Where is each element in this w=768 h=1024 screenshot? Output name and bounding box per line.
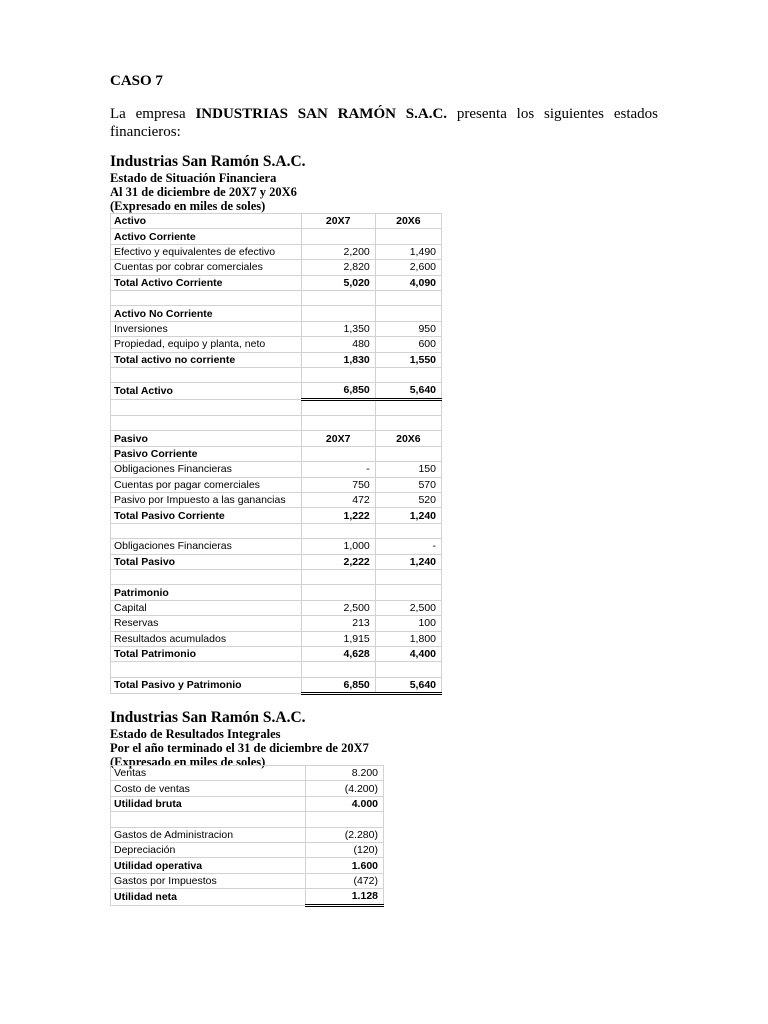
row-label: Utilidad operativa — [111, 858, 306, 873]
value-20x6: 4,090 — [375, 275, 441, 290]
balance-sheet-row — [111, 367, 442, 382]
value-20x7: 213 — [301, 616, 375, 631]
row-label — [111, 812, 306, 827]
row-label: Total Activo Corriente — [111, 275, 302, 290]
row-label: Cuentas por cobrar comerciales — [111, 260, 302, 275]
value-20x7: 1.128 — [305, 889, 383, 905]
value-20x6: 20X6 — [375, 431, 441, 446]
value-20x7: 4,628 — [301, 646, 375, 661]
row-label: Obligaciones Financieras — [111, 539, 302, 554]
income-statement-row — [111, 858, 384, 873]
value-20x6 — [375, 569, 441, 584]
value-20x7 — [301, 585, 375, 600]
value-20x6: 5,640 — [375, 677, 441, 693]
income-statement-table — [110, 765, 384, 907]
row-label: Patrimonio — [111, 585, 302, 600]
case-title: CASO 7 — [110, 73, 163, 89]
value-20x7 — [305, 812, 383, 827]
value-20x6: 1,240 — [375, 554, 441, 569]
value-20x7: 480 — [301, 337, 375, 352]
row-label: Total Pasivo y Patrimonio — [111, 677, 302, 693]
value-20x6: 520 — [375, 493, 441, 508]
value-20x7: 4.000 — [305, 796, 383, 811]
value-20x7: (472) — [305, 873, 383, 888]
value-20x7: 1,000 — [301, 539, 375, 554]
balance-sheet-row — [111, 600, 442, 615]
row-label: Utilidad neta — [111, 889, 306, 905]
balance-sheet-row — [111, 477, 442, 492]
value-20x6: 2,500 — [375, 600, 441, 615]
value-20x6: 100 — [375, 616, 441, 631]
value-20x7 — [301, 306, 375, 321]
balance-sheet-heading — [110, 153, 306, 213]
row-label: Ventas — [111, 766, 306, 781]
row-label: Total Patrimonio — [111, 646, 302, 661]
balance-sheet-row — [111, 431, 442, 446]
row-label — [111, 662, 302, 677]
value-20x6: 950 — [375, 321, 441, 336]
balance-sheet-row — [111, 662, 442, 677]
income-statement-row — [111, 781, 384, 796]
value-20x7: 2,820 — [301, 260, 375, 275]
income-statement-row — [111, 796, 384, 811]
is-units: (Expresado en miles de soles) — [110, 755, 266, 769]
value-20x6: 1,240 — [375, 508, 441, 523]
row-label: Utilidad bruta — [111, 796, 306, 811]
value-20x7: - — [301, 462, 375, 477]
value-20x6 — [375, 585, 441, 600]
value-20x6: 20X6 — [375, 214, 441, 229]
value-20x6: 1,550 — [375, 352, 441, 367]
balance-sheet-table — [110, 213, 442, 695]
value-20x7 — [301, 569, 375, 584]
row-label: Depreciación — [111, 842, 306, 857]
value-20x6 — [375, 367, 441, 382]
row-label: Total Activo — [111, 383, 302, 399]
row-label: Gastos de Administracion — [111, 827, 306, 842]
value-20x7: 5,020 — [301, 275, 375, 290]
balance-sheet-row — [111, 260, 442, 275]
bs-company: Industrias San Ramón S.A.C. — [110, 153, 306, 170]
row-label: Total Pasivo — [111, 554, 302, 569]
row-label: Propiedad, equipo y planta, neto — [111, 337, 302, 352]
income-statement-row — [111, 827, 384, 842]
value-20x7 — [301, 523, 375, 538]
intro-suffix: presenta los siguientes estados financieros: — [110, 106, 658, 140]
value-20x7: 2,500 — [301, 600, 375, 615]
balance-sheet-row — [111, 416, 442, 431]
value-20x7: 6,850 — [301, 677, 375, 693]
row-label: Capital — [111, 600, 302, 615]
value-20x6 — [375, 290, 441, 305]
value-20x6 — [375, 229, 441, 244]
value-20x6 — [375, 446, 441, 461]
balance-sheet-row — [111, 508, 442, 523]
value-20x7: (4.200) — [305, 781, 383, 796]
is-company: Industrias San Ramón S.A.C. — [110, 709, 306, 726]
row-label: Activo No Corriente — [111, 306, 302, 321]
income-statement-row — [111, 842, 384, 857]
value-20x6: 150 — [375, 462, 441, 477]
row-label: Efectivo y equivalentes de efectivo — [111, 244, 302, 259]
value-20x7: 20X7 — [301, 431, 375, 446]
value-20x7: 1,915 — [301, 631, 375, 646]
value-20x7: 1,350 — [301, 321, 375, 336]
is-period: Por el año terminado el 31 de diciembre de 20X7 — [110, 741, 369, 755]
row-label: Total activo no corriente — [111, 352, 302, 367]
value-20x7: (2.280) — [305, 827, 383, 842]
row-label: Pasivo — [111, 431, 302, 446]
value-20x7 — [301, 662, 375, 677]
row-label — [111, 569, 302, 584]
value-20x6: - — [375, 539, 441, 554]
balance-sheet-row — [111, 214, 442, 229]
row-label — [111, 367, 302, 382]
row-label: Costo de ventas — [111, 781, 306, 796]
income-statement-row — [111, 812, 384, 827]
value-20x7: 6,850 — [301, 383, 375, 399]
balance-sheet-row — [111, 352, 442, 367]
balance-sheet-row — [111, 569, 442, 584]
bs-title: Estado de Situación Financiera — [110, 171, 277, 185]
income-statement-row — [111, 889, 384, 905]
row-label: Reservas — [111, 616, 302, 631]
balance-sheet-row — [111, 306, 442, 321]
value-20x7: 472 — [301, 493, 375, 508]
value-20x6 — [375, 306, 441, 321]
balance-sheet-row — [111, 229, 442, 244]
balance-sheet-row — [111, 646, 442, 661]
value-20x7 — [301, 446, 375, 461]
value-20x6: 1,800 — [375, 631, 441, 646]
value-20x7: (120) — [305, 842, 383, 857]
row-label: Cuentas por pagar comerciales — [111, 477, 302, 492]
row-label: Activo — [111, 214, 302, 229]
value-20x7: 1,222 — [301, 508, 375, 523]
value-20x6: 600 — [375, 337, 441, 352]
row-label: Inversiones — [111, 321, 302, 336]
balance-sheet-row — [111, 462, 442, 477]
balance-sheet-row — [111, 523, 442, 538]
intro-prefix: La empresa — [110, 106, 186, 122]
row-label: Obligaciones Financieras — [111, 462, 302, 477]
value-20x6 — [375, 416, 441, 431]
row-label — [111, 399, 302, 415]
intro-company: INDUSTRIAS SAN RAMÓN S.A.C. — [195, 106, 448, 122]
value-20x7 — [301, 367, 375, 382]
value-20x7: 20X7 — [301, 214, 375, 229]
income-statement-heading — [110, 709, 369, 769]
balance-sheet-row — [111, 493, 442, 508]
bs-units: (Expresado en miles de soles) — [110, 199, 266, 213]
balance-sheet-row — [111, 399, 442, 415]
income-statement-row — [111, 766, 384, 781]
bs-period: Al 31 de diciembre de 20X7 y 20X6 — [110, 185, 297, 199]
value-20x6: 4,400 — [375, 646, 441, 661]
value-20x6: 1,490 — [375, 244, 441, 259]
balance-sheet-row — [111, 321, 442, 336]
value-20x7: 8.200 — [305, 766, 383, 781]
balance-sheet-row — [111, 631, 442, 646]
balance-sheet-row — [111, 539, 442, 554]
value-20x7: 1.600 — [305, 858, 383, 873]
value-20x7: 750 — [301, 477, 375, 492]
value-20x7 — [301, 416, 375, 431]
balance-sheet-row — [111, 383, 442, 399]
value-20x7: 2,200 — [301, 244, 375, 259]
row-label — [111, 416, 302, 431]
row-label: Resultados acumulados — [111, 631, 302, 646]
balance-sheet-row — [111, 290, 442, 305]
value-20x7: 2,222 — [301, 554, 375, 569]
row-label — [111, 523, 302, 538]
balance-sheet-row — [111, 244, 442, 259]
balance-sheet-row — [111, 677, 442, 693]
balance-sheet-row — [111, 275, 442, 290]
value-20x6 — [375, 662, 441, 677]
value-20x7 — [301, 290, 375, 305]
income-statement-row — [111, 873, 384, 888]
balance-sheet-row — [111, 554, 442, 569]
value-20x7: 1,830 — [301, 352, 375, 367]
row-label: Total Pasivo Corriente — [111, 508, 302, 523]
value-20x6: 5,640 — [375, 383, 441, 399]
row-label: Activo Corriente — [111, 229, 302, 244]
balance-sheet-row — [111, 585, 442, 600]
value-20x6 — [375, 399, 441, 415]
value-20x6: 570 — [375, 477, 441, 492]
row-label — [111, 290, 302, 305]
balance-sheet-row — [111, 446, 442, 461]
row-label: Gastos por Impuestos — [111, 873, 306, 888]
is-title: Estado de Resultados Integrales — [110, 727, 281, 741]
value-20x7 — [301, 399, 375, 415]
balance-sheet-row — [111, 616, 442, 631]
row-label: Pasivo Corriente — [111, 446, 302, 461]
value-20x6 — [375, 523, 441, 538]
balance-sheet-row — [111, 337, 442, 352]
intro-paragraph — [110, 105, 658, 141]
row-label: Pasivo por Impuesto a las ganancias — [111, 493, 302, 508]
value-20x6: 2,600 — [375, 260, 441, 275]
value-20x7 — [301, 229, 375, 244]
